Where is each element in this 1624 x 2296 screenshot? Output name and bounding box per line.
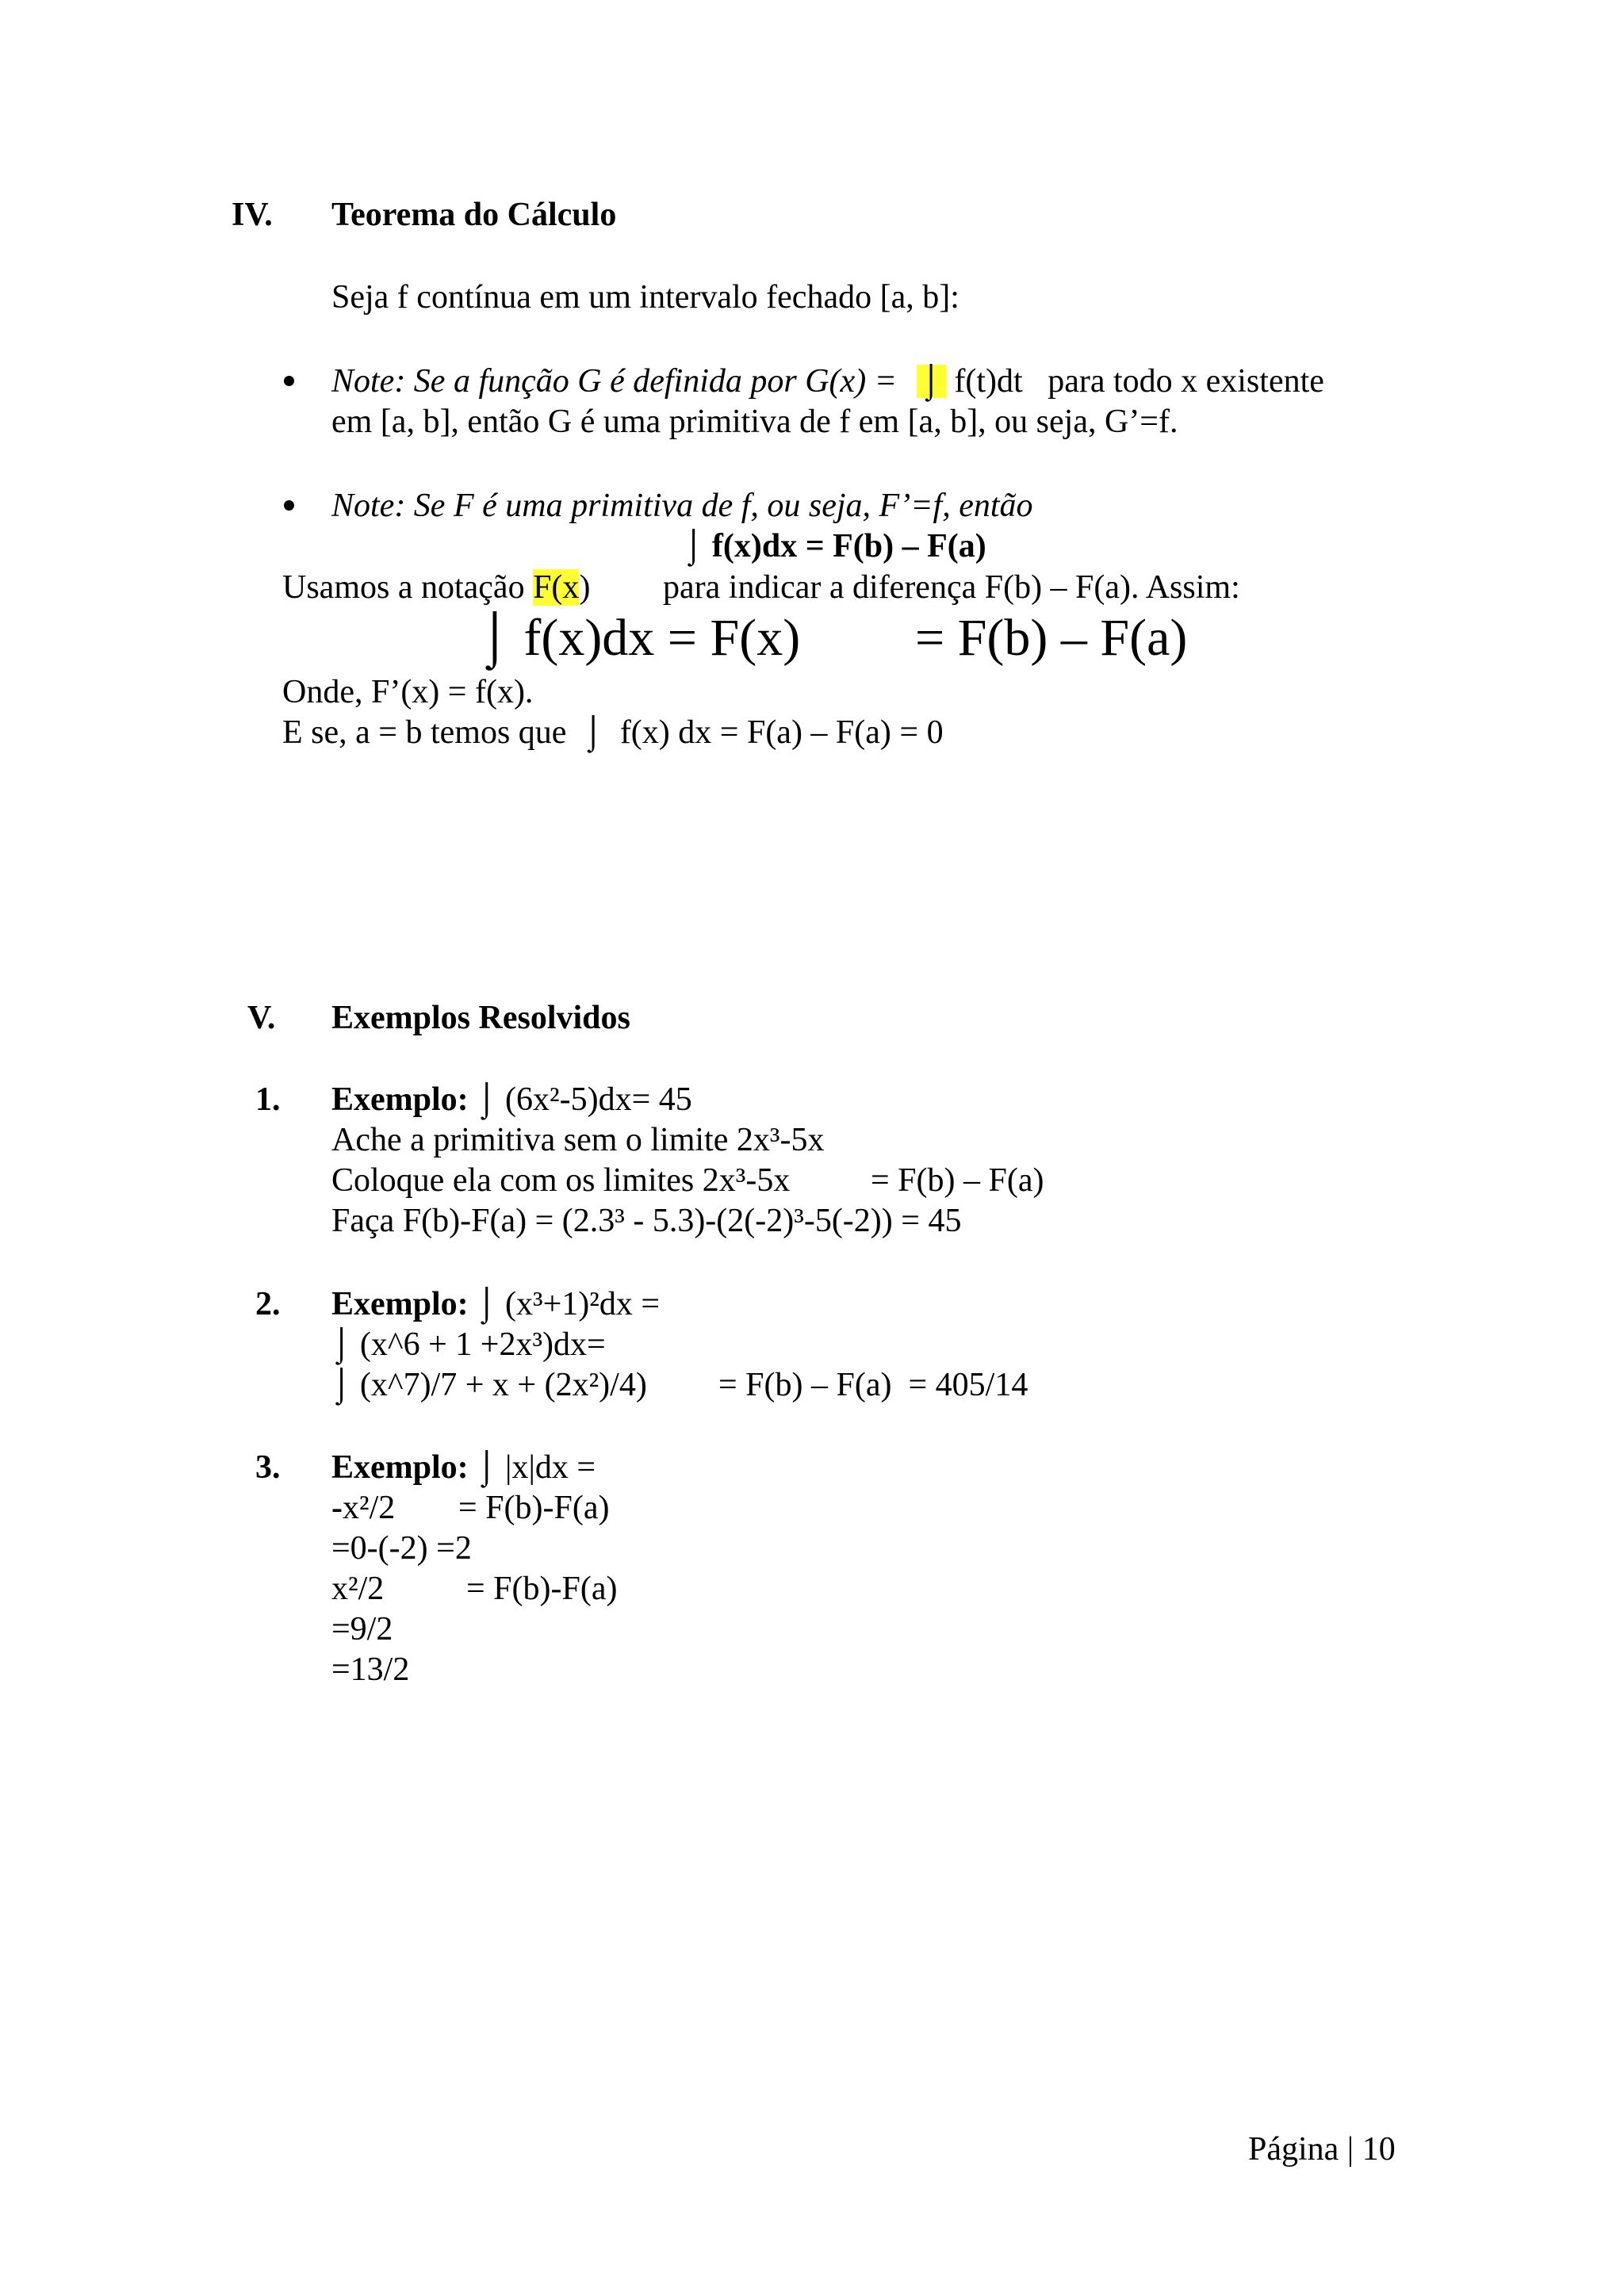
section-5-title: Exemplos Resolvidos <box>331 1000 630 1036</box>
example-1-line-3b: = F(b) – F(a) <box>871 1162 1044 1199</box>
example-2-line-2 <box>331 1328 606 1361</box>
example-3-line-2b: = F(b)-F(a) <box>458 1490 610 1526</box>
example-3-number: 3. <box>255 1449 281 1486</box>
example-3-line-3: =0-(-2) =2 <box>331 1530 472 1567</box>
example-3-line-2a <box>331 1491 395 1525</box>
example-2-l2: (x^6 + 1 +2x³)dx= <box>359 1326 606 1363</box>
example-2-label: Exemplo: <box>331 1286 469 1322</box>
example-3-dash: - <box>331 1490 343 1526</box>
notation-rest: para indicar a diferença F(b) – F(a). Assim: <box>663 569 1240 606</box>
example-2-header <box>331 1288 660 1321</box>
note-1-italic: Note: Se a função G é definida por G(x) = <box>331 363 898 400</box>
integral-symbol: ⌡ <box>331 1367 352 1403</box>
section-4-title: Teorema do Cálculo <box>331 197 617 233</box>
note-1-line-2: em [a, b], então G é uma primitiva de f em [a, b], ou seja, G’=f. <box>331 404 1178 440</box>
example-3-label: Exemplo: <box>331 1449 469 1486</box>
example-1-header <box>331 1083 692 1116</box>
section-5-numeral: V. <box>247 1000 276 1036</box>
integral-symbol: ⌡ <box>583 714 603 751</box>
example-2-line-3a <box>331 1368 647 1402</box>
integral-symbol: ⌡ <box>477 1286 497 1322</box>
example-3-expr: |x|dx = <box>505 1449 596 1486</box>
big-formula-right: = F(b) – F(a) <box>915 609 1188 667</box>
integral-symbol: ⌡ <box>684 528 704 564</box>
example-1-line-3a: Coloque ela com os limites 2x³-5x <box>331 1162 791 1199</box>
bullet-2 <box>284 500 294 511</box>
notation-before: Usamos a notação <box>282 569 534 606</box>
example-1-line-2: Ache a primitiva sem o limite 2x³-5x <box>331 1122 825 1158</box>
note-1-rest: f(t)dt para todo x existente <box>954 363 1324 400</box>
ab-after: f(x) dx = F(a) – F(a) = 0 <box>619 714 944 751</box>
integral-symbol: ⌡ <box>479 609 511 667</box>
example-2-number: 2. <box>255 1286 281 1322</box>
example-2-l3a: (x^7)/7 + x + (2x²)/4) <box>359 1367 647 1403</box>
a-equals-b-line <box>282 716 944 749</box>
example-3-line-4a: x²/2 <box>331 1571 385 1607</box>
integral-symbol-highlighted: ⌡ <box>917 365 946 398</box>
example-3-header <box>331 1451 596 1484</box>
big-formula-text: f(x)dx = F(x) <box>523 609 801 667</box>
integral-symbol: ⌡ <box>477 1081 497 1118</box>
note-1-line-1 <box>331 365 1324 398</box>
page-number: Página | 10 <box>1248 2131 1396 2168</box>
section-4-numeral: IV. <box>232 197 273 233</box>
integral-symbol: ⌡ <box>331 1326 352 1363</box>
section-4-intro: Seja f contínua em um intervalo fechado [a, b]: <box>331 279 959 316</box>
example-1-expr: (6x²-5)dx= 45 <box>505 1081 692 1118</box>
example-3-line-6: =13/2 <box>331 1651 410 1688</box>
integral-symbol: ⌡ <box>477 1449 497 1486</box>
example-2-expr: (x³+1)²dx = <box>505 1286 661 1322</box>
onde-line: Onde, F’(x) = f(x). <box>282 674 534 710</box>
example-3-line-5: =9/2 <box>331 1611 393 1647</box>
ab-before: E se, a = b temos que <box>282 714 567 751</box>
notation-highlight: F(x <box>533 569 580 606</box>
example-3-line-4b: = F(b)-F(a) <box>466 1571 618 1607</box>
example-1-number: 1. <box>255 1081 281 1118</box>
notation-after: ) <box>579 569 591 606</box>
note-2-formula: f(x)dx = F(b) – F(a) <box>711 528 986 564</box>
example-1-label: Exemplo: <box>331 1081 469 1118</box>
example-2-line-3b: = F(b) – F(a) = 405/14 <box>718 1367 1028 1403</box>
bullet-1 <box>284 376 294 386</box>
notation-line <box>282 571 590 604</box>
example-3-l2a: x²/2 <box>343 1490 396 1526</box>
example-1-line-4: Faça F(b)-F(a) = (2.3³ - 5.3)-(2(-2)³-5(-2)) = 45 <box>331 1203 962 1239</box>
big-formula-left <box>479 609 801 667</box>
note-2-formula-line <box>684 530 986 563</box>
note-2-italic: Note: Se F é uma primitiva de f, ou seja, F’=f, então <box>331 488 1033 524</box>
